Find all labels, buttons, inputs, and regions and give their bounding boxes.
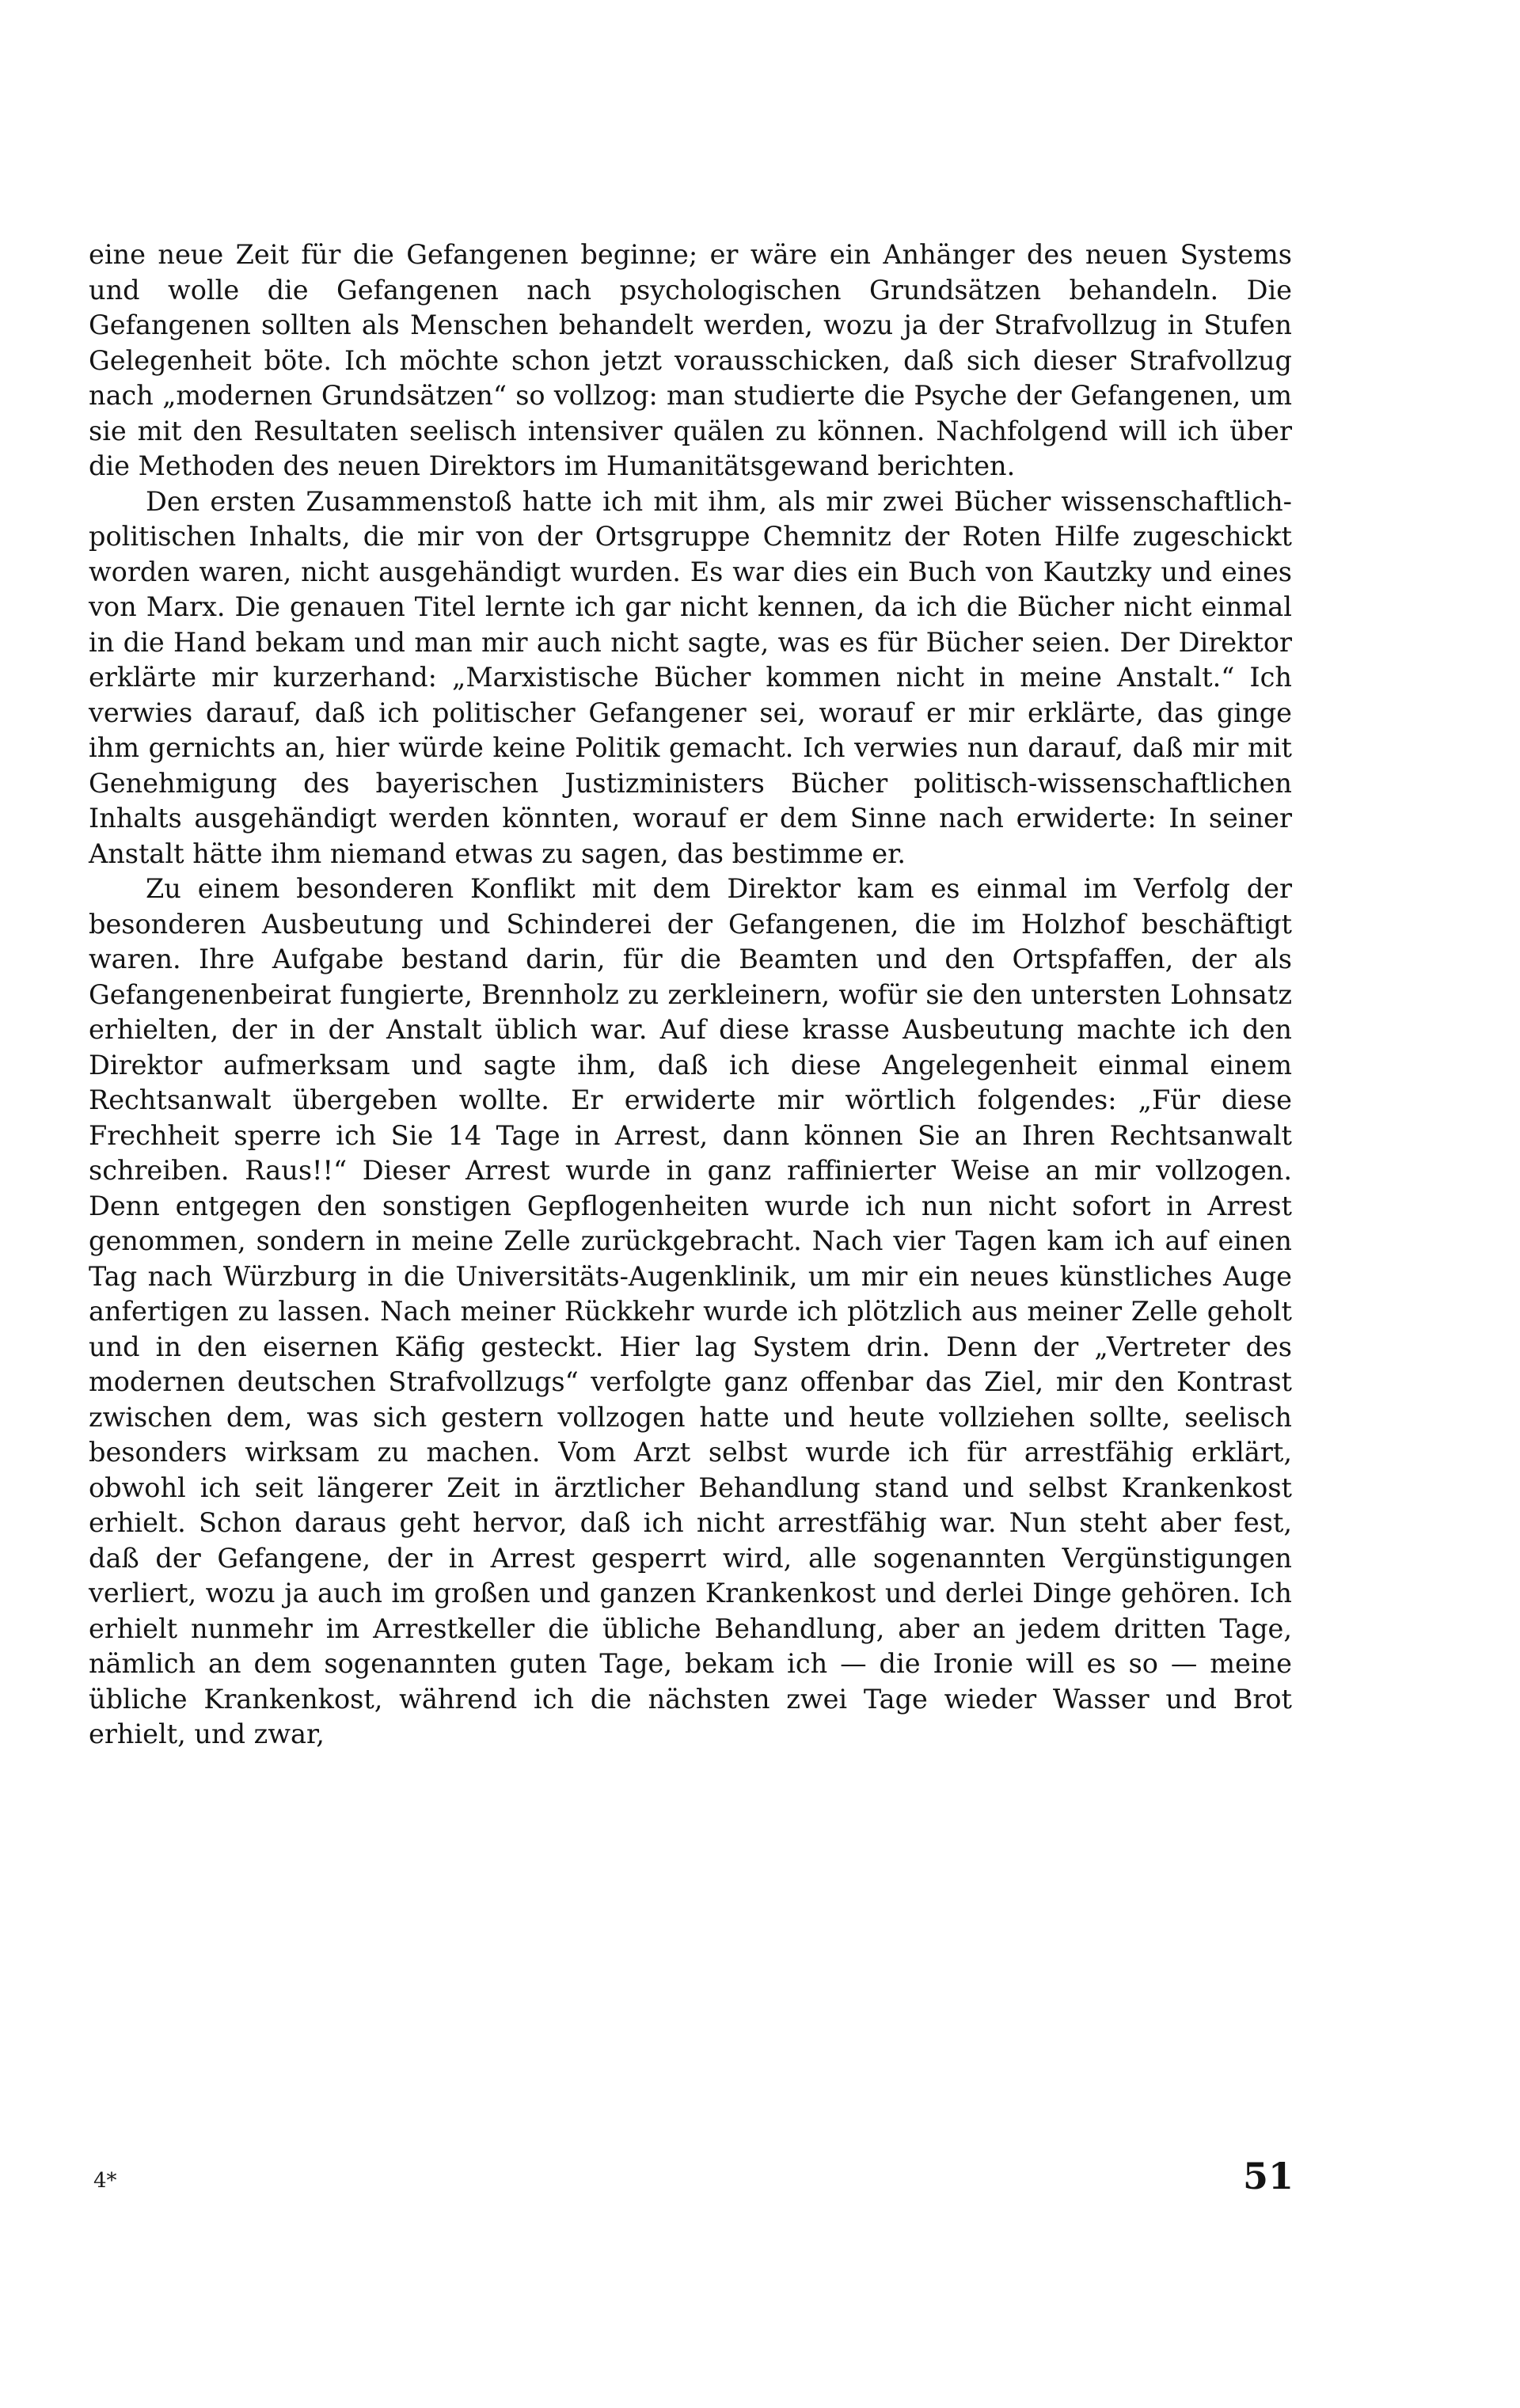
- paragraph-3: Zu einem besonderen Konflikt mit dem Direktor kam es einmal im Verfolg der besonderen Ausbeutung und Schinderei der Gefangenen, die im Holzhof beschäftigt waren. Ihre Aufgabe bestand darin, für die Beamten und den Ortspfaffen, der als Gefangenenbeirat fungierte, Brennholz zu zerkleinern, wofür sie den untersten Lohnsatz erhielten, der in der Anstalt üblich war. Auf diese krasse Ausbeutung machte ich den Direktor aufmerksam und sagte ihm, daß ich diese Angelegenheit einmal einem Rechtsanwalt übergeben wollte. Er erwiderte mir wörtlich folgendes: „Für diese Frechheit sperre ich Sie 14 Tage in Arrest, dann können Sie an Ihren Rechtsanwalt schreiben. Raus!!“ Dieser Arrest wurde in ganz raffinierter Weise an mir vollzogen. Denn entgegen den sonstigen Gepflogenheiten wurde ich nun nicht sofort in Arrest genommen, sondern in meine Zelle zurückgebracht. Nach vier Tagen kam ich auf einen Tag nach Würzburg in die Universitäts-Augenklinik, um mir ein neues künstliches Auge anfertigen zu lassen. Nach meiner Rückkehr wurde ich plötzlich aus meiner Zelle geholt und in den eisernen Käfig gesteckt. Hier lag System drin. Denn der „Vertreter des modernen deutschen Strafvollzugs“ verfolgte ganz offenbar das Ziel, mir den Kontrast zwischen dem, was sich gestern vollzogen hatte und heute vollziehen sollte, seelisch besonders wirksam zu machen. Vom Arzt selbst wurde ich für arrestfähig erklärt, obwohl ich seit längerer Zeit in ärztlicher Behandlung stand und selbst Krankenkost erhielt. Schon daraus geht hervor, daß ich nicht arrestfähig war. Nun steht aber fest, daß der Gefangene, der in Arrest gesperrt wird, alle sogenannten Vergünstigungen verliert, wozu ja auch im großen und ganzen Krankenkost und derlei Dinge gehören. Ich erhielt nunmehr im Arrestkeller die übliche Behandlung, aber an jedem dritten Tage, nämlich an dem sogenannten guten Tage, bekam ich — die Ironie will es so — meine übliche Krankenkost, während ich die nächsten zwei Tage wieder Wasser und Brot erhielt, und zwar,: [89, 873, 1292, 1749]
- page-number: 51: [1243, 2155, 1294, 2197]
- body-text: [89, 237, 1292, 1753]
- paragraph-2: Den ersten Zusammenstoß hatte ich mit ihm, als mir zwei Bücher wissenschaftlich-politischen Inhalts, die mir von der Ortsgruppe Chemnitz der Roten Hilfe zugeschickt worden waren, nicht ausgehändigt wurden. Es war dies ein Buch von Kautzky und eines von Marx. Die genauen Titel lernte ich gar nicht kennen, da ich die Bücher nicht einmal in die Hand bekam und man mir auch nicht sagte, was es für Bücher seien. Der Direktor erklärte mir kurzerhand: „Marxistische Bücher kommen nicht in meine Anstalt.“ Ich verwies darauf, daß ich politischer Gefangener sei, worauf er mir erklärte, das ginge ihm gernichts an, hier würde keine Politik gemacht. Ich verwies nun darauf, daß mir mit Genehmigung des bayerischen Justizministers Bücher politisch-wissenschaftlichen Inhalts ausgehändigt werden könnten, worauf er dem Sinne nach erwiderte: In seiner Anstalt hätte ihm niemand etwas zu sagen, das bestimme er.: [89, 485, 1292, 869]
- signature-mark: 4*: [93, 2169, 117, 2193]
- paragraph-1: eine neue Zeit für die Gefangenen beginne; er wäre ein Anhänger des neuen Systems und wolle die Gefangenen nach psychologischen Grundsätzen behandeln. Die Gefangenen sollten als Menschen behandelt werden, wozu ja der Strafvollzug in Stufen Gelegenheit böte. Ich möchte schon jetzt vorausschicken, daß sich dieser Strafvollzug nach „modernen Grundsätzen“ so vollzog: man studierte die Psyche der Gefangenen, um sie mit den Resultaten seelisch intensiver quälen zu können. Nachfolgend will ich über die Methoden des neuen Direktors im Humanitätsgewand berichten.: [89, 239, 1292, 481]
